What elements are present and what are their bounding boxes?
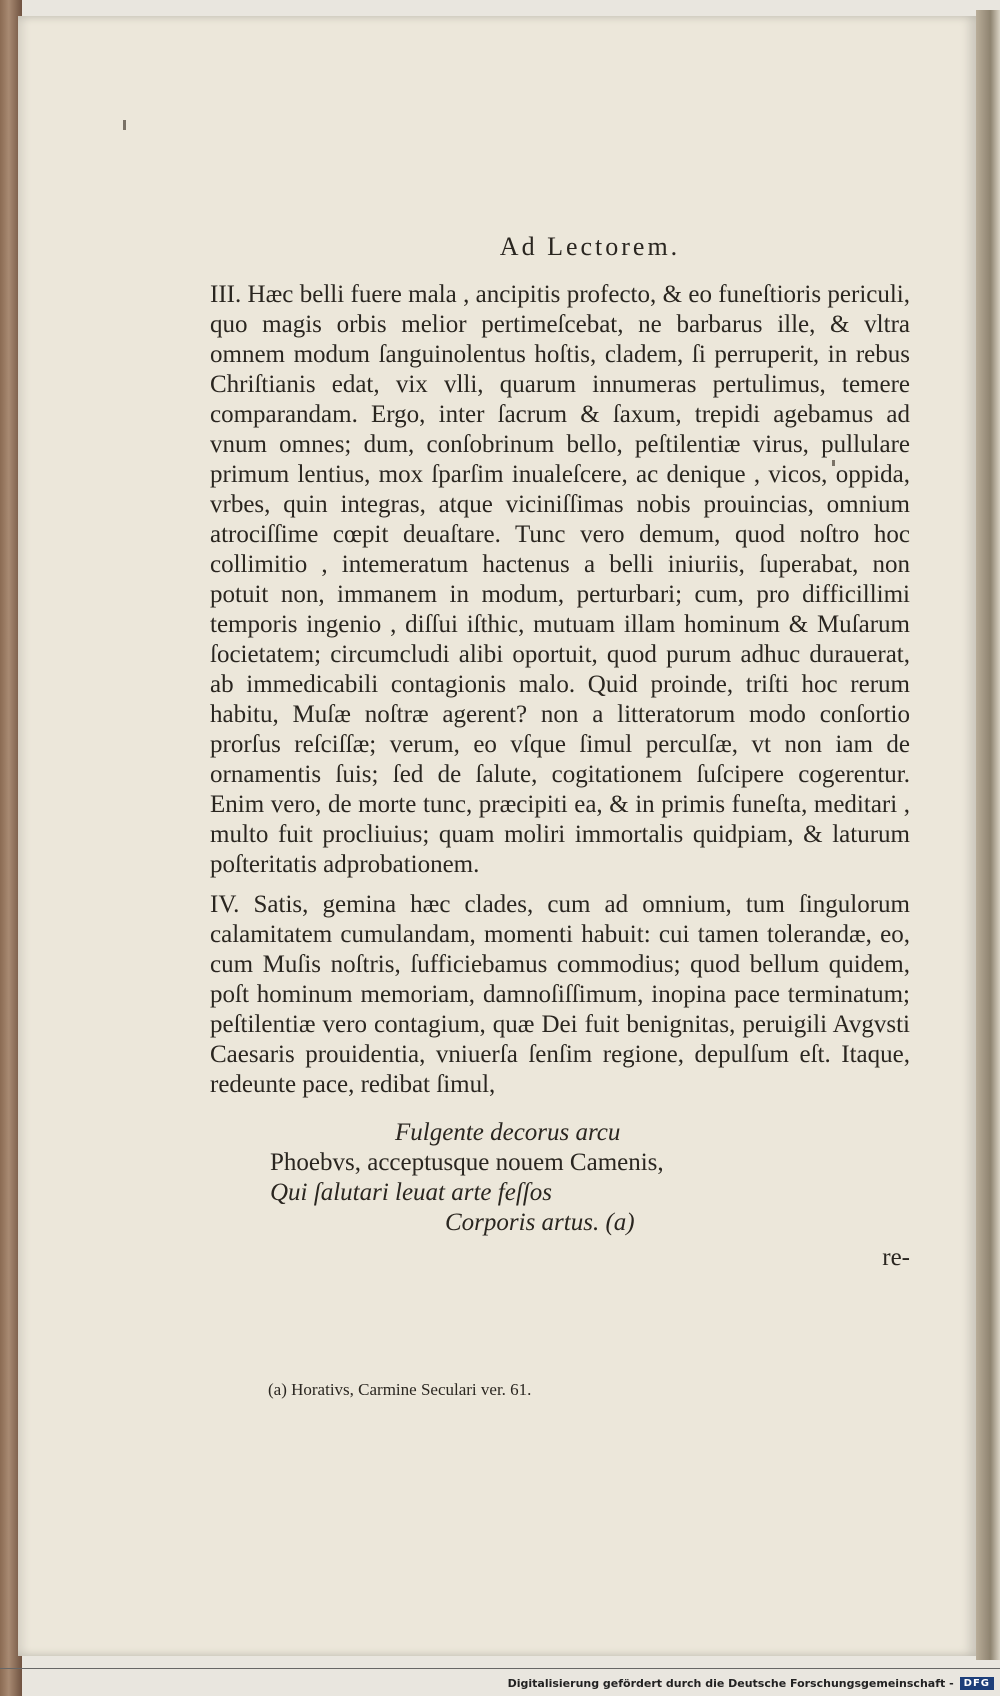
page-edge	[976, 10, 1000, 1660]
divider	[0, 1668, 1000, 1669]
page-heading: Ad Lectorem.	[499, 232, 681, 261]
verse-line: Fulgente decorus arcu	[395, 1119, 621, 1146]
paragraph-iii: III. Hæc belli fuere mala , ancipitis profecto, & eo funeſtioris periculi, quo magis orbis melior pertimeſcebat, ne barbarus ille, & vltra omnem modum ſanguinolentus hoſtis, cladem, ſi perruperit, in rebus Chriſtianis edat, vix vlli, quarum innumeras pertulimus, temere comparandam. Ergo, inter ſacrum & ſaxum, trepidi agebamus ad vnum omnes; dum, conſobrinum bello, peſtilentiæ virus, pullulare primum lentius, mox ſparſim inualeſcere, ac denique , vicos, oppida, vrbes, quin integras, atque viciniſſimas nobis prouincias, omnium atrociſſime cœpit deuaſtare. Tunc vero demum, quod noſtro hoc collimitio , intemeratum hactenus a belli iniuriis, ſuperabat, non potuit non, immanem in modum, perturbari; cum, pro difficillimi temporis ingenio , diſſui iſthic, mutuam illam hominum & Muſarum ſocietatem; circumcludi alibi oportuit, quod purum adhuc durauerat, ab immedicabili contagionis malo. Quid proinde, triſti hoc rerum habitu, Muſæ noſtræ agerent? non a litteratorum modo conſortio prorſus reſciſſæ; verum, eo vſque ſimul perculſæ, vt non iam de ornamentis ſuis; ſed de ſalute, cogitationem ſuſcipere cogerentur. Enim vero, de morte tunc, præcipiti ea, & in primis funeſta, meditari , multo fuit procliuius; quam moliri immortalis quidpiam, & laturum poſteritatis adprobationem.	[210, 281, 910, 878]
dfg-logo-icon: DFG	[960, 1677, 994, 1690]
footnote: (a) Horativs, Carmine Seculari ver. 61.	[268, 1380, 532, 1399]
catchword: re-	[882, 1244, 910, 1271]
verse-line: Qui ſalutari leuat arte feſſos	[270, 1179, 552, 1206]
funding-banner	[508, 1674, 994, 1692]
verse-line: Phoebvs, acceptusque nouem Camenis,	[270, 1149, 664, 1176]
page-mark	[123, 120, 126, 130]
banner-text: Digitalisierung gefördert durch die Deutsche Forschungsgemeinschaft -	[507, 1676, 954, 1690]
paragraph-iv: IV. Satis, gemina hæc clades, cum ad omnium, tum ſingulorum calamitatem cumulandam, momenti habuit: cui tamen tolerandæ, eo, cum Muſis noſtris, ſufficiebamus commodius; quod bellum quidem, poſt hominum memoriam, damnoſiſſimum, inopina pace terminatum; peſtilentiæ vero contagium, quæ Dei fuit benignitas, peruigili Avgvsti Caesaris prouidentia, vniuerſa ſenſim regione, depulſum eſt. Itaque, redeunte pace, redibat ſimul,	[210, 891, 910, 1098]
page-text	[210, 232, 910, 1272]
verse-line: Corporis artus. (a)	[445, 1209, 635, 1236]
verse-quote	[210, 1118, 910, 1238]
